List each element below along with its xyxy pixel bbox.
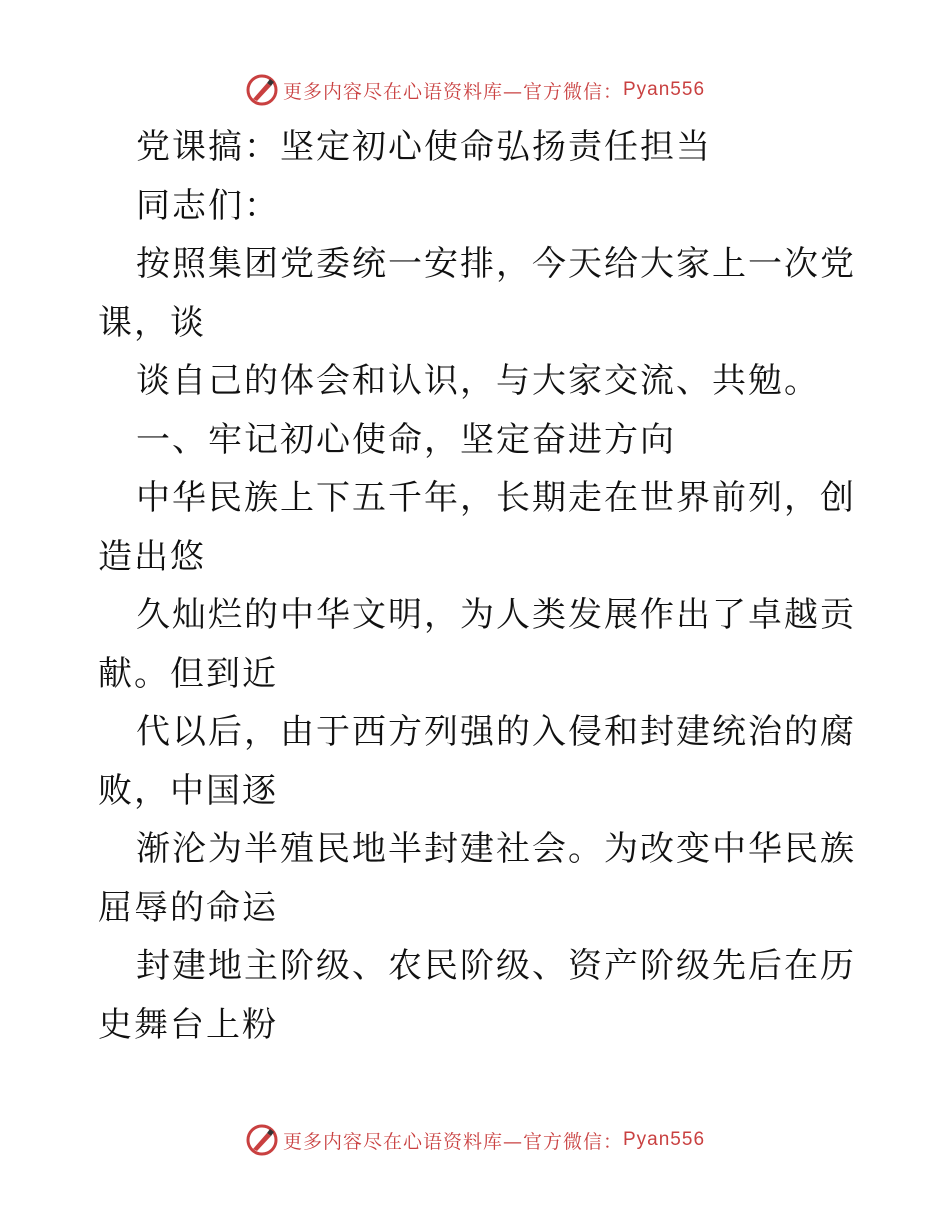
paragraph: 谈自己的体会和认识，与大家交流、共勉。 <box>136 361 820 401</box>
banner-text: 更多内容尽在心语资料库—官方微信： <box>282 1130 623 1153</box>
banner-wechat-id: Pyan556 <box>623 1129 706 1150</box>
paragraph: 代以后，由于西方列强的入侵和封建统治的腐败，中国逐 <box>98 712 856 811</box>
paragraph: 中华民族上下五千年，长期走在世界前列，创造出悠 <box>98 478 856 577</box>
paragraph: 封建地主阶级、农民阶级、资产阶级先后在历史舞台上粉 <box>98 946 856 1045</box>
paragraph: 同志们： <box>136 185 280 226</box>
footer-banner <box>0 1120 950 1160</box>
paragraph-title: 党课搞：坚定初心使命弘扬责任担当 <box>136 127 712 167</box>
pen-logo-icon <box>245 1123 279 1157</box>
banner-wechat-id: Pyan556 <box>623 79 706 100</box>
paragraph-heading: 一、牢记初心使命，坚定奋进方向 <box>136 419 676 460</box>
banner-text: 更多内容尽在心语资料库—官方微信： <box>282 80 623 103</box>
paragraph: 久灿烂的中华文明，为人类发展作出了卓越贡献。但到近 <box>98 595 856 694</box>
paragraph: 按照集团党委统一安排，今天给大家上一次党课，谈 <box>98 244 856 343</box>
paragraph: 渐沦为半殖民地半封建社会。为改变中华民族屈辱的命运 <box>98 829 856 928</box>
pen-logo-icon <box>245 73 279 107</box>
document-body <box>98 118 858 1054</box>
header-banner <box>0 70 950 110</box>
